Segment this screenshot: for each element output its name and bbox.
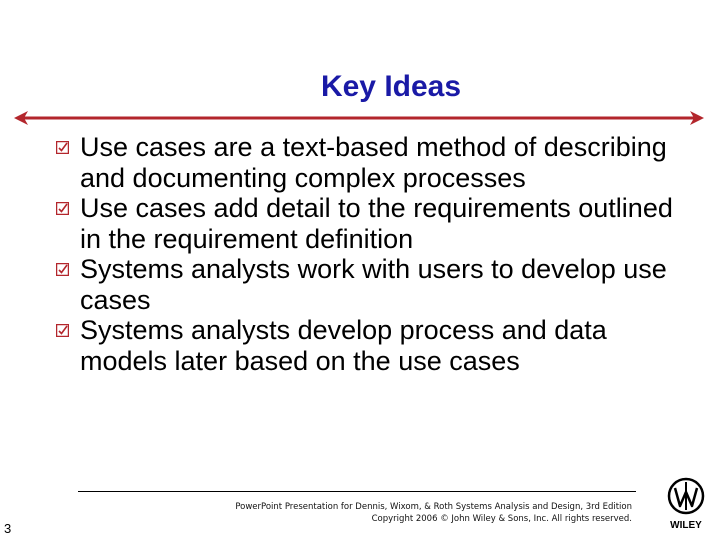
footer-line-1: PowerPoint Presentation for Dennis, Wixom, & Roth Systems Analysis and Design, 3rd Edition — [235, 502, 632, 512]
footer-divider — [78, 491, 636, 492]
double-arrow-icon — [14, 108, 704, 128]
bullet-item — [56, 193, 696, 254]
footer-credits — [200, 501, 632, 525]
checkbox-icon — [56, 202, 69, 215]
checkbox-icon — [56, 324, 69, 337]
slide-title: Key Ideas — [320, 70, 462, 103]
bullet-text: Systems analysts develop process and data models later based on the use cases — [80, 315, 607, 376]
bullet-text: Systems analysts work with users to develop use cases — [80, 254, 667, 315]
logo-text: WILEY — [670, 520, 702, 531]
bullet-item — [56, 315, 696, 376]
bullet-list — [56, 132, 696, 376]
bullet-item — [56, 254, 696, 315]
wiley-logo — [662, 476, 710, 532]
bullet-text: Use cases are a text-based method of describing and documenting complex processes — [80, 132, 667, 193]
checkbox-icon — [56, 141, 69, 154]
page-number: 3 — [4, 521, 12, 536]
bullet-item — [56, 132, 696, 193]
bullet-text: Use cases add detail to the requirements outlined in the requirement definition — [80, 193, 673, 254]
footer-line-2: Copyright 2006 © John Wiley & Sons, Inc. All rights reserved. — [371, 514, 632, 524]
checkbox-icon — [56, 263, 69, 276]
